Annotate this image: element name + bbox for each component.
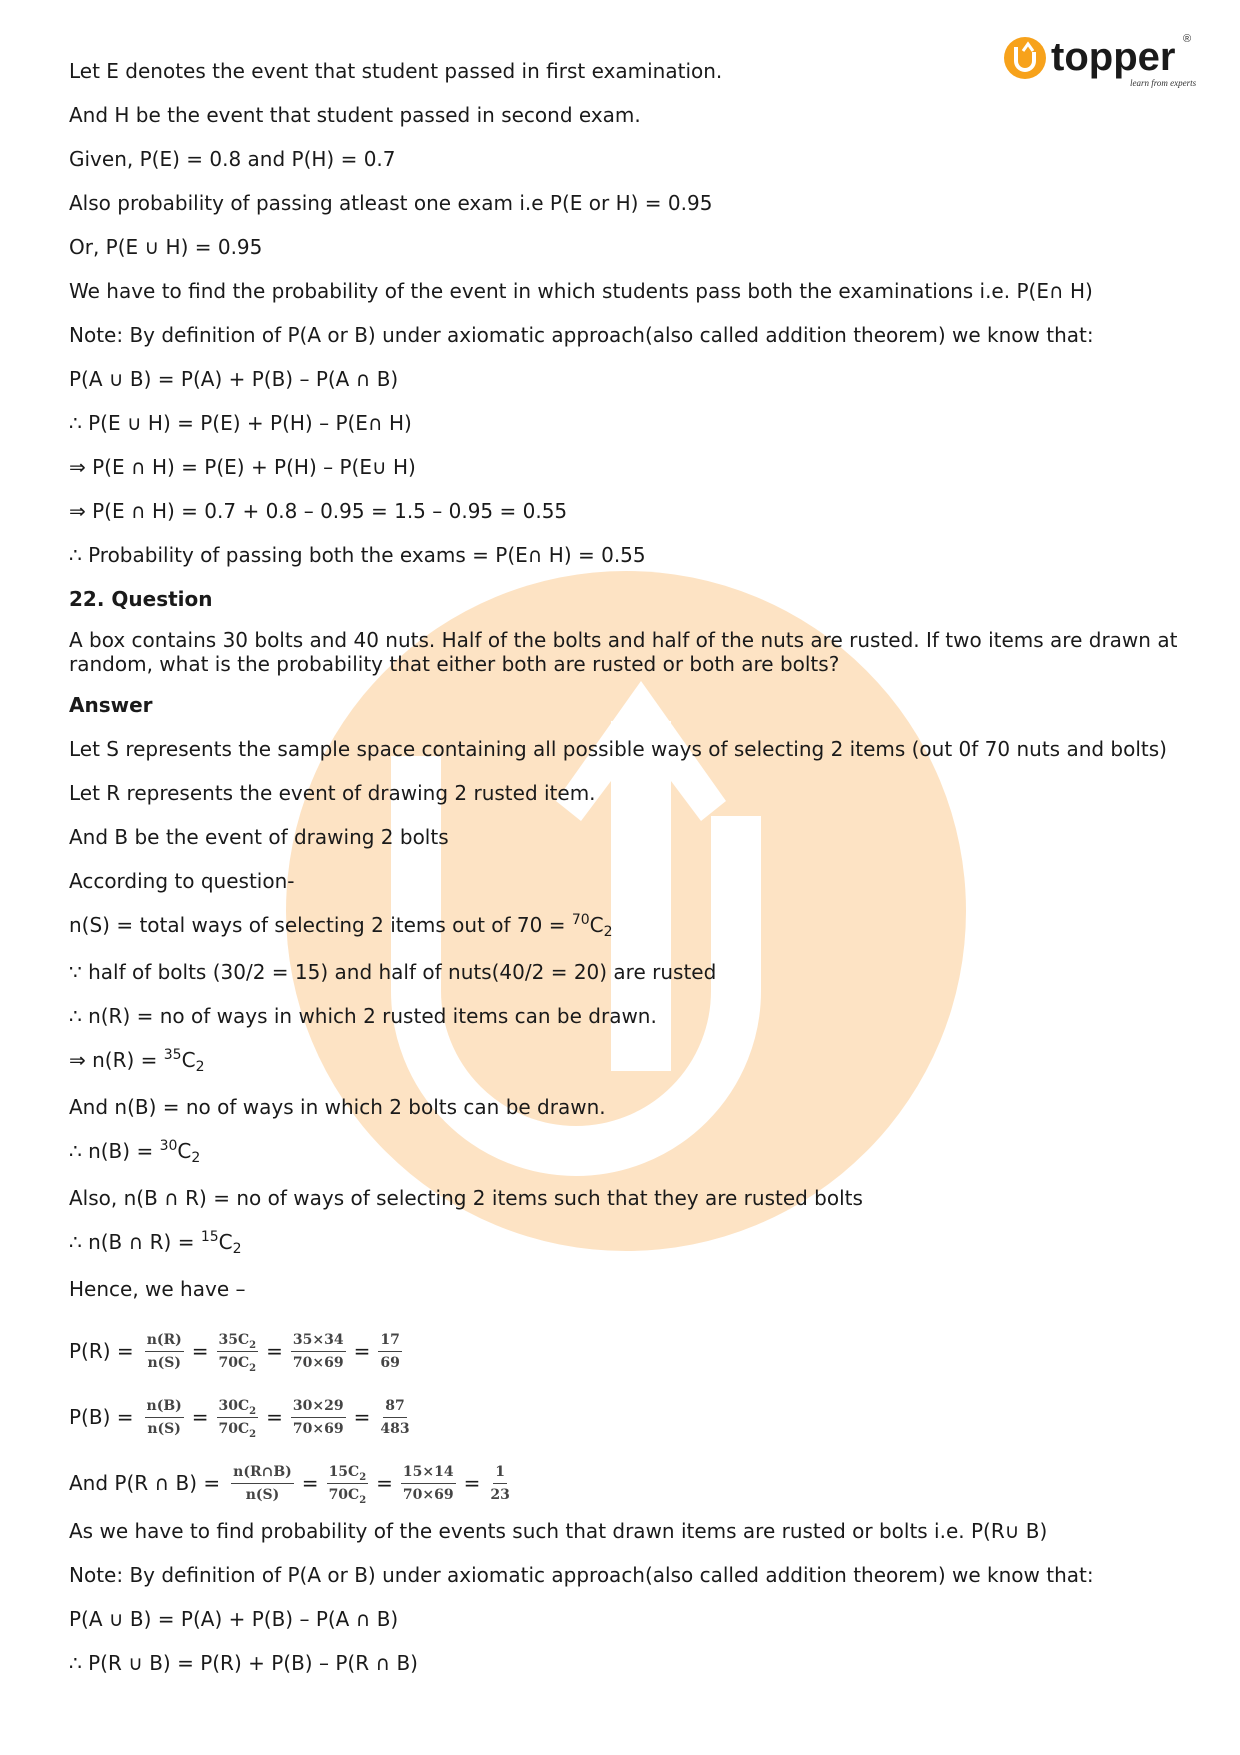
text-line: Hence, we have – [69,1277,246,1301]
question-title: 22. Question [69,587,213,611]
ns-combination-line: n(S) = total ways of selecting 2 items out of $70 = ^{70}C_2$ [69,912,613,940]
fraction: $\frac{17}{69}$ [380,1331,400,1371]
text-line: Note: By definition of P(A or B) under axiomatic approach(also called addition theorem) we know that: [69,323,1094,347]
text-line: Let R represents the event of drawing 2 rusted item. [69,781,596,805]
answer-title: Answer [69,693,153,717]
formula-p-b: P(B) = $\frac{n(B)}{n(S)}$ = $\frac{30C_2}{70C_2}$ = $\frac{30\times 29}{70\times 69}$ = $\frac{87}{483}$ [69,1397,410,1440]
text-line: ⇒ P(E ∩ H) = 0.7 + 0.8 – 0.95 = 1.5 – 0.95 = 0.55 [69,499,568,523]
fraction: $\frac{35C_2}{70C_2}$ [218,1331,257,1374]
document-content [69,56,1189,1692]
formula-p-r: P(R) = $\frac{n(R)}{n(S)}$ = $\frac{35C_2}{70C_2}$ = $\frac{35\times 34}{70\times 69}$ = $\frac{17}{69}$ [69,1331,400,1374]
text-line: And H be the event that student passed in second exam. [69,103,641,127]
text-line: Let S represents the sample space containing all possible ways of selecting 2 items (out 0f 70 nuts and bolts) [69,737,1167,761]
fraction: $\frac{87}{483}$ [380,1397,410,1437]
fraction: $\frac{30\times 29}{70\times 69}$ [292,1397,344,1437]
question-text: A box contains 30 bolts and 40 nuts. Half of the bolts and half of the nuts are rusted. If two items are drawn at random, what is the probability that either both are rusted or both are bolts? [69,628,1178,676]
logo-tagline: learn from experts [1130,78,1197,88]
text-line: Note: By definition of P(A or B) under axiomatic approach(also called addition theorem) we know that: [69,1563,1094,1587]
fraction: $\frac{n(R)}{n(S)}$ [146,1331,182,1371]
text-line: Or, P(E ∪ H) = 0.95 [69,235,263,259]
fraction: $\frac{n(R\cap B)}{n(S)}$ [233,1463,292,1503]
text-line: ∴ P(E ∪ H) = P(E) + P(H) – P(E∩ H) [69,411,412,435]
logo-wordmark: topper [1051,35,1176,79]
text-line: And B be the event of drawing 2 bolts [69,825,449,849]
text-line: Also, n(B ∩ R) = no of ways of selecting 2 items such that they are rusted bolts [69,1186,863,1210]
text-line: As we have to find probability of the events such that drawn items are rusted or bolts i.e. P(R∪ B) [69,1519,1048,1543]
text-line: And n(B) = no of ways in which 2 bolts can be drawn. [69,1095,606,1119]
text-line: We have to find the probability of the event in which students pass both the examinations i.e. P(E∩ H) [69,279,1093,303]
text-line: ∵ half of bolts (30/2 = 15) and half of nuts(40/2 = 20) are rusted [69,960,717,984]
logo-registered-mark: ® [1183,33,1192,45]
fraction: $\frac{30C_2}{70C_2}$ [218,1397,257,1440]
text-line: P(A ∪ B) = P(A) + P(B) – P(A ∩ B) [69,1607,399,1631]
text-line: ⇒ P(E ∩ H) = P(E) + P(H) – P(E∪ H) [69,455,416,479]
fraction: $\frac{35\times 34}{70\times 69}$ [292,1331,344,1371]
text-line: P(A ∪ B) = P(A) + P(B) – P(A ∩ B) [69,367,399,391]
fraction: $\frac{15\times 14}{70\times 69}$ [402,1463,454,1503]
formula-p-r-and-b: And P(R ∩ B) = $\frac{n(R\cap B)}{n(S)}$ = $\frac{15C_2}{70C_2}$ = $\frac{15\times 14}{70\times 69}$ = $\frac{1}{23}$ [69,1463,510,1506]
text-line: ∴ Probability of passing both the exams = P(E∩ H) = 0.55 [69,543,646,567]
text-line: Given, P(E) = 0.8 and P(H) = 0.7 [69,147,396,171]
text-line: Also probability of passing atleast one exam i.e P(E or H) = 0.95 [69,191,713,215]
text-line: Let E denotes the event that student passed in first examination. [69,59,723,83]
nbr-combination-line: ∴ n(B ∩ $R) = ^{15}C_2$ [69,1229,242,1257]
fraction: $\frac{n(B)}{n(S)}$ [146,1397,182,1437]
nb-combination-line: ∴ $n(B) = ^{30}C_2$ [69,1138,201,1166]
fraction: $\frac{1}{23}$ [490,1463,510,1503]
fraction: $\frac{15C_2}{70C_2}$ [328,1463,367,1506]
text-line: According to question- [69,869,295,893]
text-line: ∴ n(R) = no of ways in which 2 rusted items can be drawn. [69,1004,657,1028]
nr-combination-line: ⇒ $n(R) = ^{35}C_2$ [69,1047,205,1075]
text-line: ∴ P(R ∪ B) = P(R) + P(B) – P(R ∩ B) [69,1651,418,1675]
